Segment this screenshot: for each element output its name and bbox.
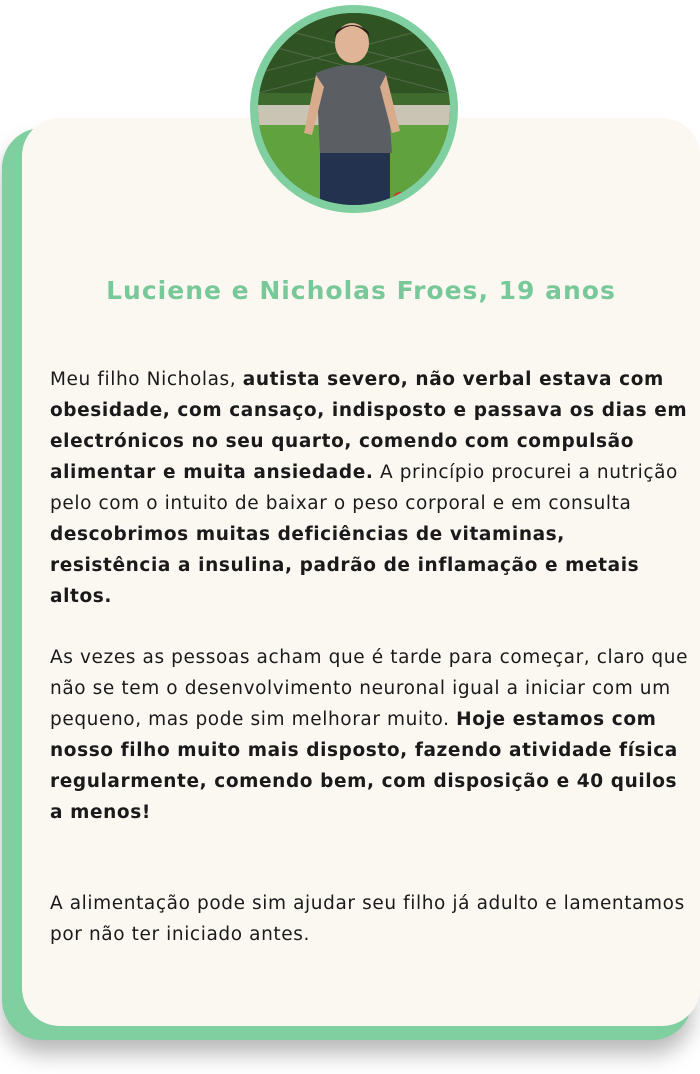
p1-text-b: autista severo, não verbal estava com obesidade, com cansaço, indisposto e passava os dias em electrónicos no seu quarto, comendo com compulsão alimentar e muita ansiedade. bbox=[50, 369, 688, 483]
p1-text-a: Meu filho Nicholas, bbox=[50, 369, 243, 390]
p3-text-a: A alimentação pode sim ajudar seu filho já adulto e lamentamos por não ter iniciado antes. bbox=[50, 893, 685, 945]
p1-text-c: A princípio procurei a nutrição pelo com o intuito de baixar o peso corporal e em consulta bbox=[50, 462, 678, 514]
testimonial-paragraph-1 bbox=[50, 364, 690, 612]
p2-text-b: Hoje estamos com nosso filho muito mais disposto, fazendo atividade física regularmente, comendo bem, com disposição e 40 quilos a menos! bbox=[50, 709, 678, 823]
p2-text-a: As vezes as pessoas acham que é tarde para começar, claro que não se tem o desenvolvimento neuronal igual a iniciar com um pequeno, mas pode sim melhorar muito. bbox=[50, 647, 689, 730]
testimonial-paragraph-3 bbox=[50, 888, 690, 950]
testimonial-title: Luciene e Nicholas Froes, 19 anos bbox=[106, 276, 616, 305]
p1-text-d: descobrimos muitas deficiências de vitaminas, resistência a insulina, padrão de inflamação e metais altos. bbox=[50, 524, 640, 607]
avatar-ring bbox=[250, 5, 458, 213]
testimonial-paragraph-2 bbox=[50, 642, 690, 828]
avatar bbox=[258, 13, 450, 205]
avatar-photo bbox=[258, 13, 450, 205]
